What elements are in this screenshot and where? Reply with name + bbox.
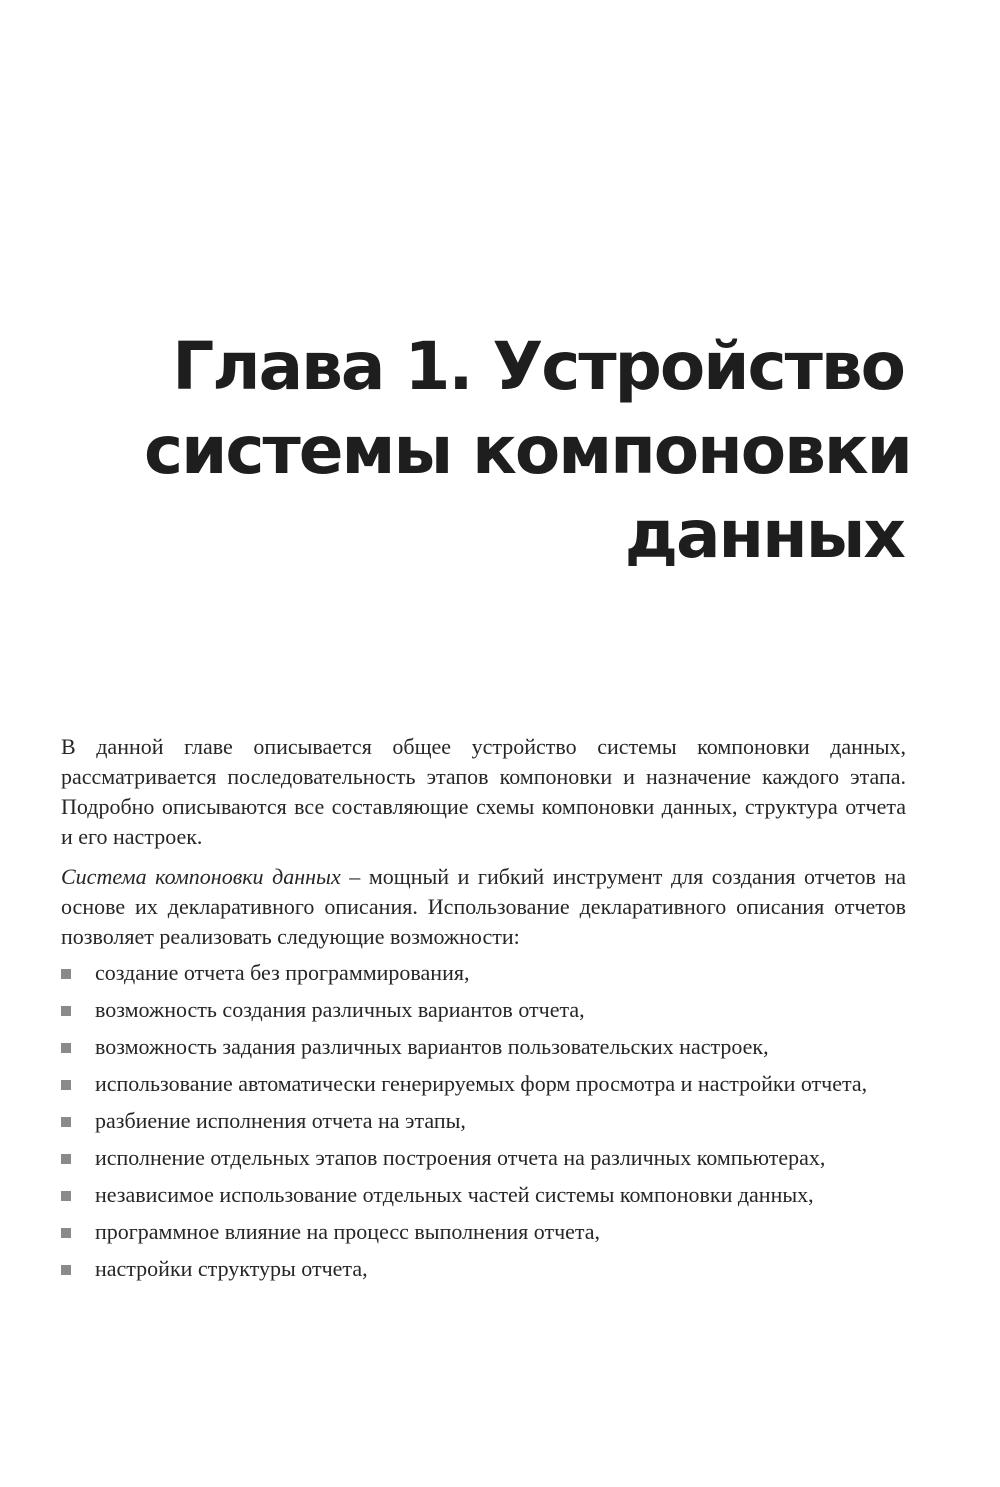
- square-bullet-icon: [61, 1191, 71, 1201]
- chapter-title-line-2: системы компоновки: [144, 412, 911, 489]
- list-item: [61, 1069, 906, 1099]
- chapter-title: [144, 325, 911, 577]
- chapter-title-line-1: Глава 1. Устройство: [172, 328, 904, 405]
- list-item: [61, 1254, 906, 1284]
- list-item-text: возможность создания различных вариантов отчета,: [95, 997, 585, 1022]
- list-item: [61, 1106, 906, 1136]
- list-item-text: использование автоматически генерируемых форм просмотра и настройки отчета,: [95, 1071, 868, 1096]
- list-item-text: исполнение отдельных этапов построения отчета на различных компьютерах,: [95, 1145, 826, 1170]
- list-item-text: программное влияние на процесс выполнения отчета,: [95, 1219, 601, 1244]
- list-item-text: настройки структуры отчета,: [95, 1256, 368, 1281]
- square-bullet-icon: [61, 1006, 71, 1016]
- defined-term: Система компоновки данных: [61, 864, 341, 889]
- list-item: [61, 1217, 906, 1247]
- list-item: [61, 1180, 906, 1210]
- square-bullet-icon: [61, 1080, 71, 1090]
- list-item: [61, 958, 906, 988]
- chapter-title-line-3: данных: [624, 496, 904, 573]
- definition-paragraph: [61, 862, 906, 952]
- list-item: [61, 995, 906, 1025]
- square-bullet-icon: [61, 969, 71, 979]
- chapter-body: [61, 732, 906, 1291]
- square-bullet-icon: [61, 1043, 71, 1053]
- list-item: [61, 1143, 906, 1173]
- definition-text: – мощный и гибкий инструмент для создания отчетов на основе их декларативного описания. Использование декларативного описания отчетов позволяет реализовать следующие возможности:: [61, 864, 906, 949]
- list-item: [61, 1032, 906, 1062]
- list-item-text: разбиение исполнения отчета на этапы,: [95, 1108, 466, 1133]
- square-bullet-icon: [61, 1265, 71, 1275]
- list-item-text: независимое использование отдельных частей системы компоновки данных,: [95, 1182, 814, 1207]
- list-item-text: возможность задания различных вариантов пользовательских настроек,: [95, 1034, 769, 1059]
- square-bullet-icon: [61, 1154, 71, 1164]
- square-bullet-icon: [61, 1117, 71, 1127]
- feature-list: [61, 958, 906, 1284]
- square-bullet-icon: [61, 1228, 71, 1238]
- intro-paragraph: В данной главе описывается общее устройство системы компоновки данных, рассматривается последовательность этапов компоновки и назначение каждого этапа. Подробно описываются все составляющие схемы компоновки данных, структура отчета и его настроек.: [61, 734, 906, 849]
- list-item-text: создание отчета без программирования,: [95, 960, 470, 985]
